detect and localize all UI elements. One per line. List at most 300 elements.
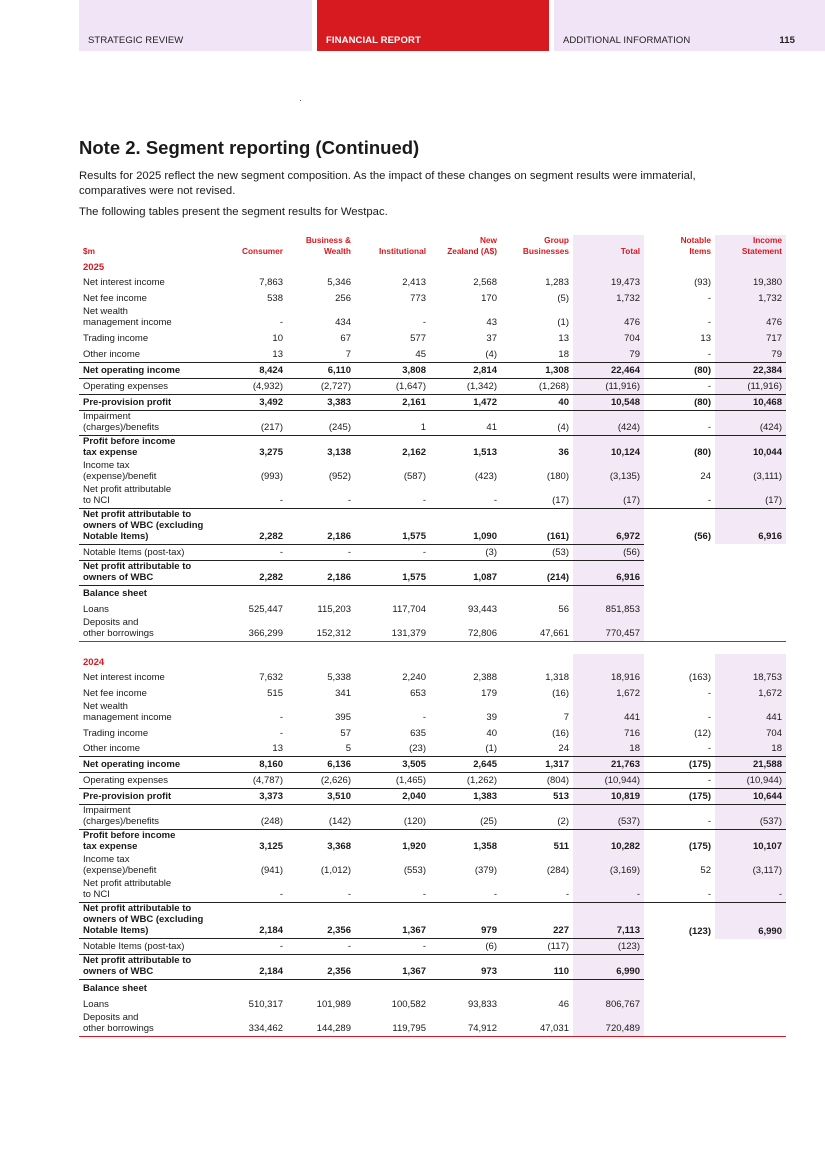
table-row [79, 460, 786, 484]
table-cell: (161) [501, 508, 573, 544]
nav-tab-label: STRATEGIC REVIEW [88, 35, 184, 46]
table-cell: 366,299 [219, 617, 287, 642]
table-cell: 1,367 [355, 955, 430, 980]
table-cell: (804) [501, 773, 573, 789]
table-cell: 39 [486, 711, 497, 723]
table-cell: 979 [430, 903, 501, 939]
table-cell: 3,505 [355, 757, 430, 773]
table-cell: 36 [501, 435, 573, 460]
nav-tab-label: ADDITIONAL INFORMATION [563, 35, 691, 46]
table-row [79, 741, 786, 757]
nav-tab-strategic-review[interactable] [79, 0, 312, 51]
table-cell: 334,462 [219, 1012, 287, 1037]
table-cell: - [644, 773, 715, 789]
year-row-cell [715, 654, 786, 669]
table-row [79, 939, 786, 955]
table-cell: - [279, 889, 283, 900]
table-cell: - [573, 878, 644, 903]
table-cell [644, 939, 715, 955]
table-cell: 577 [410, 333, 426, 344]
table-cell [715, 1012, 786, 1037]
table-cell: 79 [715, 346, 786, 362]
table-cell: (424) [715, 410, 786, 435]
table-cell: - [219, 544, 287, 560]
table-cell: - [422, 494, 426, 506]
table-cell: 476 [715, 306, 786, 330]
table-cell: - [707, 494, 711, 506]
table-cell: 10,548 [573, 394, 644, 410]
table-cell [287, 980, 355, 996]
row-label: Notable Items (post-tax) [79, 544, 219, 560]
table-cell: (12) [694, 727, 711, 739]
spacer-cell [287, 642, 355, 654]
column-header: Income Statement [715, 235, 786, 259]
table-cell: 434 [335, 317, 351, 328]
table-cell: 2,186 [287, 508, 355, 544]
row-label: Loans [83, 604, 109, 615]
table-cell: 6,916 [715, 508, 786, 544]
table-cell: (23) [409, 743, 426, 754]
table-cell: (1,342) [430, 378, 501, 394]
table-cell: 119,795 [355, 1012, 430, 1037]
table-cell: 2,240 [402, 671, 426, 683]
table-cell: 3,368 [287, 830, 355, 855]
table-cell [715, 560, 786, 585]
table-cell: (1,647) [355, 378, 430, 394]
spacer-cell [573, 642, 644, 654]
row-label: Net operating income [79, 362, 219, 378]
column-header: Notable Items [680, 235, 711, 256]
table-cell: (6) [430, 939, 501, 955]
table-cell: (1) [485, 743, 497, 754]
table-cell [219, 980, 287, 996]
table-cell: - [707, 743, 711, 754]
column-header-unit: $m [83, 246, 95, 256]
table-cell: 144,289 [287, 1012, 355, 1037]
table-cell: (123) [573, 939, 644, 955]
table-cell: (120) [355, 805, 430, 830]
spacer-cell [644, 642, 715, 654]
year-row-cell [287, 654, 355, 669]
table-cell: 18 [558, 348, 569, 360]
table-cell: (16) [552, 687, 569, 699]
table-cell: 2,282 [219, 508, 287, 544]
table-cell: 1,317 [501, 757, 573, 773]
row-label: Net wealth management income [83, 700, 172, 723]
table-cell: (80) [644, 362, 715, 378]
table-cell: 2,186 [287, 560, 355, 585]
table-cell: (142) [287, 805, 355, 830]
table-cell: 8,424 [219, 362, 287, 378]
column-header: Group Businesses [522, 235, 569, 256]
row-label: Net profit attributable to NCI [83, 878, 172, 900]
table-cell: 2,184 [219, 955, 287, 980]
table-cell: (2,626) [287, 773, 355, 789]
table-cell: 2,162 [355, 435, 430, 460]
table-cell: 57 [340, 727, 351, 739]
table-cell: (80) [644, 435, 715, 460]
row-label: Net operating income [79, 757, 219, 773]
table-cell: 6,972 [573, 508, 644, 544]
table-cell: 510,317 [248, 998, 283, 1010]
table-cell: 770,457 [573, 617, 644, 642]
table-cell: 6,916 [573, 560, 644, 585]
table-cell [644, 601, 715, 617]
row-label: Impairment (charges)/benefits [79, 410, 219, 435]
row-label: Loans [83, 998, 109, 1010]
table-cell: - [644, 410, 715, 435]
table-cell [573, 585, 644, 601]
table-row [79, 996, 786, 1012]
table-row [79, 601, 786, 617]
table-cell: 1,318 [545, 671, 569, 683]
year-row [79, 654, 786, 669]
table-cell [715, 939, 786, 955]
year-row-cell [644, 259, 715, 274]
table-cell: (217) [219, 410, 287, 435]
table-cell: (93) [694, 277, 711, 288]
table-cell: 1,513 [430, 435, 501, 460]
table-cell: 704 [715, 725, 786, 741]
table-cell: - [422, 889, 426, 900]
table-cell: 1,358 [430, 830, 501, 855]
row-label: Net fee income [83, 687, 147, 699]
table-cell: (214) [501, 560, 573, 585]
table-cell: - [707, 889, 711, 900]
table-cell: (553) [403, 865, 426, 876]
table-row [79, 484, 786, 509]
row-label: Net fee income [83, 293, 147, 304]
table-row [79, 878, 786, 903]
table-cell: 2,568 [473, 277, 497, 288]
table-cell: (56) [644, 508, 715, 544]
row-label: Net profit attributable to NCI [83, 483, 172, 506]
table-cell [715, 980, 786, 996]
table-cell: 515 [267, 687, 283, 699]
row-label: Net profit attributable to owners of WBC [79, 560, 219, 585]
table-cell: 10,644 [715, 789, 786, 805]
intro-paragraph: Results for 2025 reflect the new segment composition. As the impact of these changes on segment results were immaterial, comparatives were not revised. [79, 170, 696, 197]
table-cell: 7 [563, 711, 569, 723]
table-header-row [79, 235, 786, 259]
year-label: 2024 [83, 656, 105, 668]
table-cell: (952) [328, 470, 351, 482]
table-cell: (117) [501, 939, 573, 955]
table-cell [644, 544, 715, 560]
table-cell: - [287, 544, 355, 560]
table-cell: (17) [573, 484, 644, 509]
table-row [79, 854, 786, 878]
year-row-cell [573, 654, 644, 669]
column-header: Total [573, 235, 644, 259]
spacer-cell [79, 642, 219, 654]
table-cell: (284) [546, 865, 569, 876]
table-cell: 46 [558, 998, 569, 1010]
table-cell: 56 [558, 604, 569, 615]
table-cell: (423) [474, 470, 497, 482]
table-cell: 18,916 [573, 669, 644, 685]
table-row [79, 394, 786, 410]
table-cell: (53) [501, 544, 573, 560]
top-navigation [79, 0, 825, 51]
row-label: Profit before income tax expense [79, 435, 219, 460]
table-cell: 7,113 [573, 903, 644, 939]
table-cell: (537) [715, 805, 786, 830]
table-cell: 2,282 [219, 560, 287, 585]
table-cell [501, 980, 573, 996]
nav-tab-additional-information[interactable] [554, 0, 825, 51]
table-cell: - [347, 889, 351, 900]
spacer-cell [501, 642, 573, 654]
table-cell: 115,203 [317, 604, 351, 615]
table-cell: 5,338 [327, 671, 351, 683]
year-row-cell [715, 259, 786, 274]
table-cell: - [707, 348, 711, 360]
table-cell: (5) [557, 293, 569, 304]
table-cell: 13 [272, 743, 283, 754]
table-cell: 2,356 [287, 903, 355, 939]
table-cell: - [279, 317, 283, 328]
table-cell [715, 585, 786, 601]
table-cell: 47,661 [501, 617, 573, 642]
decorative-dot [300, 100, 301, 101]
year-row-cell [644, 654, 715, 669]
table-cell [573, 980, 644, 996]
table-cell: 13 [272, 348, 283, 360]
table-cell: 41 [430, 410, 501, 435]
table-cell: 1,090 [430, 508, 501, 544]
table-cell [644, 617, 715, 642]
table-cell: - [422, 711, 426, 723]
row-label: Pre-provision profit [79, 394, 219, 410]
table-cell: (180) [546, 470, 569, 482]
table-cell: (3,169) [573, 854, 644, 878]
table-row [79, 955, 786, 980]
table-cell: 110 [501, 955, 573, 980]
table-cell: (2) [501, 805, 573, 830]
table-cell: (56) [573, 544, 644, 560]
table-cell: (11,916) [573, 378, 644, 394]
table-cell [287, 585, 355, 601]
row-label: Trading income [83, 333, 149, 344]
table-cell: 52 [700, 865, 711, 876]
table-cell: (2,727) [287, 378, 355, 394]
table-cell: - [644, 378, 715, 394]
table-cell: 1,672 [573, 685, 644, 701]
table-cell: 24 [558, 743, 569, 754]
table-cell: (248) [219, 805, 287, 830]
table-cell: 3,492 [219, 394, 287, 410]
table-row [79, 290, 786, 306]
table-cell: 10,468 [715, 394, 786, 410]
table-cell: (10,944) [715, 773, 786, 789]
table-cell: 1,575 [355, 560, 430, 585]
table-row [79, 560, 786, 585]
table-row [79, 789, 786, 805]
table-cell: 7,632 [259, 671, 283, 683]
table-cell: (10,944) [573, 773, 644, 789]
table-cell: - [707, 687, 711, 699]
table-cell: 441 [715, 701, 786, 725]
spacer-cell [715, 642, 786, 654]
table-cell: (3,111) [715, 460, 786, 484]
table-cell: 1,283 [545, 277, 569, 288]
table-cell: 2,413 [402, 277, 426, 288]
table-cell: (17) [552, 494, 569, 506]
table-cell: 18,753 [715, 669, 786, 685]
table-cell: 2,645 [430, 757, 501, 773]
table-cell: - [707, 711, 711, 723]
nav-tab-financial-report[interactable] [317, 0, 549, 51]
table-cell: 131,379 [355, 617, 430, 642]
table-cell: 100,582 [391, 998, 426, 1010]
table-cell [644, 996, 715, 1012]
table-cell: 3,808 [355, 362, 430, 378]
year-row-cell [219, 259, 287, 274]
table-cell: 227 [501, 903, 573, 939]
table-cell: 6,990 [573, 955, 644, 980]
table-cell: 10,044 [715, 435, 786, 460]
table-cell: (3,117) [715, 854, 786, 878]
table-row [79, 410, 786, 435]
spacer-row [79, 642, 786, 654]
table-cell: 1,367 [355, 903, 430, 939]
row-label: Net profit attributable to owners of WBC (excluding Notable Items) [79, 903, 219, 939]
table-cell: (1,465) [355, 773, 430, 789]
table-cell: 3,138 [287, 435, 355, 460]
table-cell: 851,853 [573, 601, 644, 617]
table-cell: 40 [486, 727, 497, 739]
column-header: Institutional [378, 246, 426, 256]
table-cell: 10,107 [715, 830, 786, 855]
row-label: Deposits and other borrowings [79, 1012, 219, 1037]
table-cell [715, 955, 786, 980]
table-cell: 2,040 [355, 789, 430, 805]
table-row [79, 757, 786, 773]
table-cell: 2,184 [219, 903, 287, 939]
table-cell: 93,833 [467, 998, 497, 1010]
segment-results-table-wrapper [79, 235, 786, 1037]
table-cell: 19,380 [715, 274, 786, 290]
table-row [79, 346, 786, 362]
table-cell [501, 585, 573, 601]
table-cell: 1,920 [355, 830, 430, 855]
table-cell: 3,383 [287, 394, 355, 410]
table-row [79, 362, 786, 378]
table-cell [644, 980, 715, 996]
table-cell: - [715, 878, 786, 903]
table-row [79, 685, 786, 701]
row-label: Income tax (expense)/benefit [83, 854, 157, 876]
row-label: Profit before income tax expense [79, 830, 219, 855]
row-label: Net interest income [83, 277, 165, 288]
row-label: Other income [83, 348, 141, 360]
table-cell [715, 601, 786, 617]
table-cell: - [355, 544, 430, 560]
table-cell: (1) [557, 317, 569, 328]
page-number: 115 [779, 35, 795, 46]
table-cell: 19,473 [573, 274, 644, 290]
table-cell: 22,384 [715, 362, 786, 378]
section-header-row [79, 585, 786, 601]
table-cell: 10 [272, 333, 283, 344]
table-cell: - [707, 293, 711, 304]
year-row-cell [501, 654, 573, 669]
table-cell [219, 585, 287, 601]
year-label: 2025 [83, 262, 105, 273]
table-cell: 2,814 [430, 362, 501, 378]
year-row-cell [430, 654, 501, 669]
table-cell [644, 955, 715, 980]
table-row [79, 669, 786, 685]
year-row-cell [219, 654, 287, 669]
table-row [79, 830, 786, 855]
year-row-cell [287, 259, 355, 274]
row-label: Net profit attributable to owners of WBC (excluding Notable Items) [79, 508, 219, 544]
spacer-cell [219, 642, 287, 654]
table-cell: (1,012) [320, 865, 351, 876]
table-row [79, 330, 786, 346]
table-cell: 152,312 [287, 617, 355, 642]
table-cell [355, 585, 430, 601]
table-cell: (175) [644, 789, 715, 805]
row-label: Deposits and other borrowings [79, 617, 219, 642]
table-cell: 43 [486, 317, 497, 328]
table-cell: 395 [335, 711, 351, 723]
table-cell: (1,268) [501, 378, 573, 394]
table-row [79, 617, 786, 642]
row-label: Net wealth management income [83, 306, 172, 328]
table-cell: (11,916) [715, 378, 786, 394]
table-cell: 10,124 [573, 435, 644, 460]
table-cell: (123) [644, 903, 715, 939]
page-title: Note 2. Segment reporting (Continued) [79, 137, 420, 158]
table-cell: 13 [558, 333, 569, 344]
table-cell: 5,346 [327, 277, 351, 288]
table-cell: 7 [345, 348, 351, 360]
table-body [79, 259, 786, 1036]
table-cell: (941) [260, 865, 283, 876]
table-cell [355, 980, 430, 996]
table-cell: (245) [287, 410, 355, 435]
table-cell: 704 [573, 330, 644, 346]
table-cell: 538 [267, 293, 283, 304]
table-cell: - [493, 494, 497, 506]
table-cell: (993) [260, 470, 283, 482]
table-cell [430, 980, 501, 996]
table-cell: 21,588 [715, 757, 786, 773]
table-cell: 773 [410, 293, 426, 304]
year-row-cell [573, 259, 644, 274]
table-cell: (1,262) [430, 773, 501, 789]
table-cell: 2,356 [287, 955, 355, 980]
table-row [79, 544, 786, 560]
table-cell: 21,763 [573, 757, 644, 773]
table-cell: 170 [481, 293, 497, 304]
table-cell: (80) [644, 394, 715, 410]
row-label: Other income [83, 743, 141, 754]
table-cell: 13 [700, 333, 711, 344]
table-cell: 6,136 [287, 757, 355, 773]
table-cell: 1,383 [430, 789, 501, 805]
table-cell: 476 [573, 306, 644, 330]
table-cell: 18 [715, 741, 786, 757]
table-row [79, 725, 786, 741]
row-label: Balance sheet [79, 585, 219, 601]
table-cell [644, 560, 715, 585]
table-cell: 18 [573, 741, 644, 757]
table-cell: 441 [573, 701, 644, 725]
